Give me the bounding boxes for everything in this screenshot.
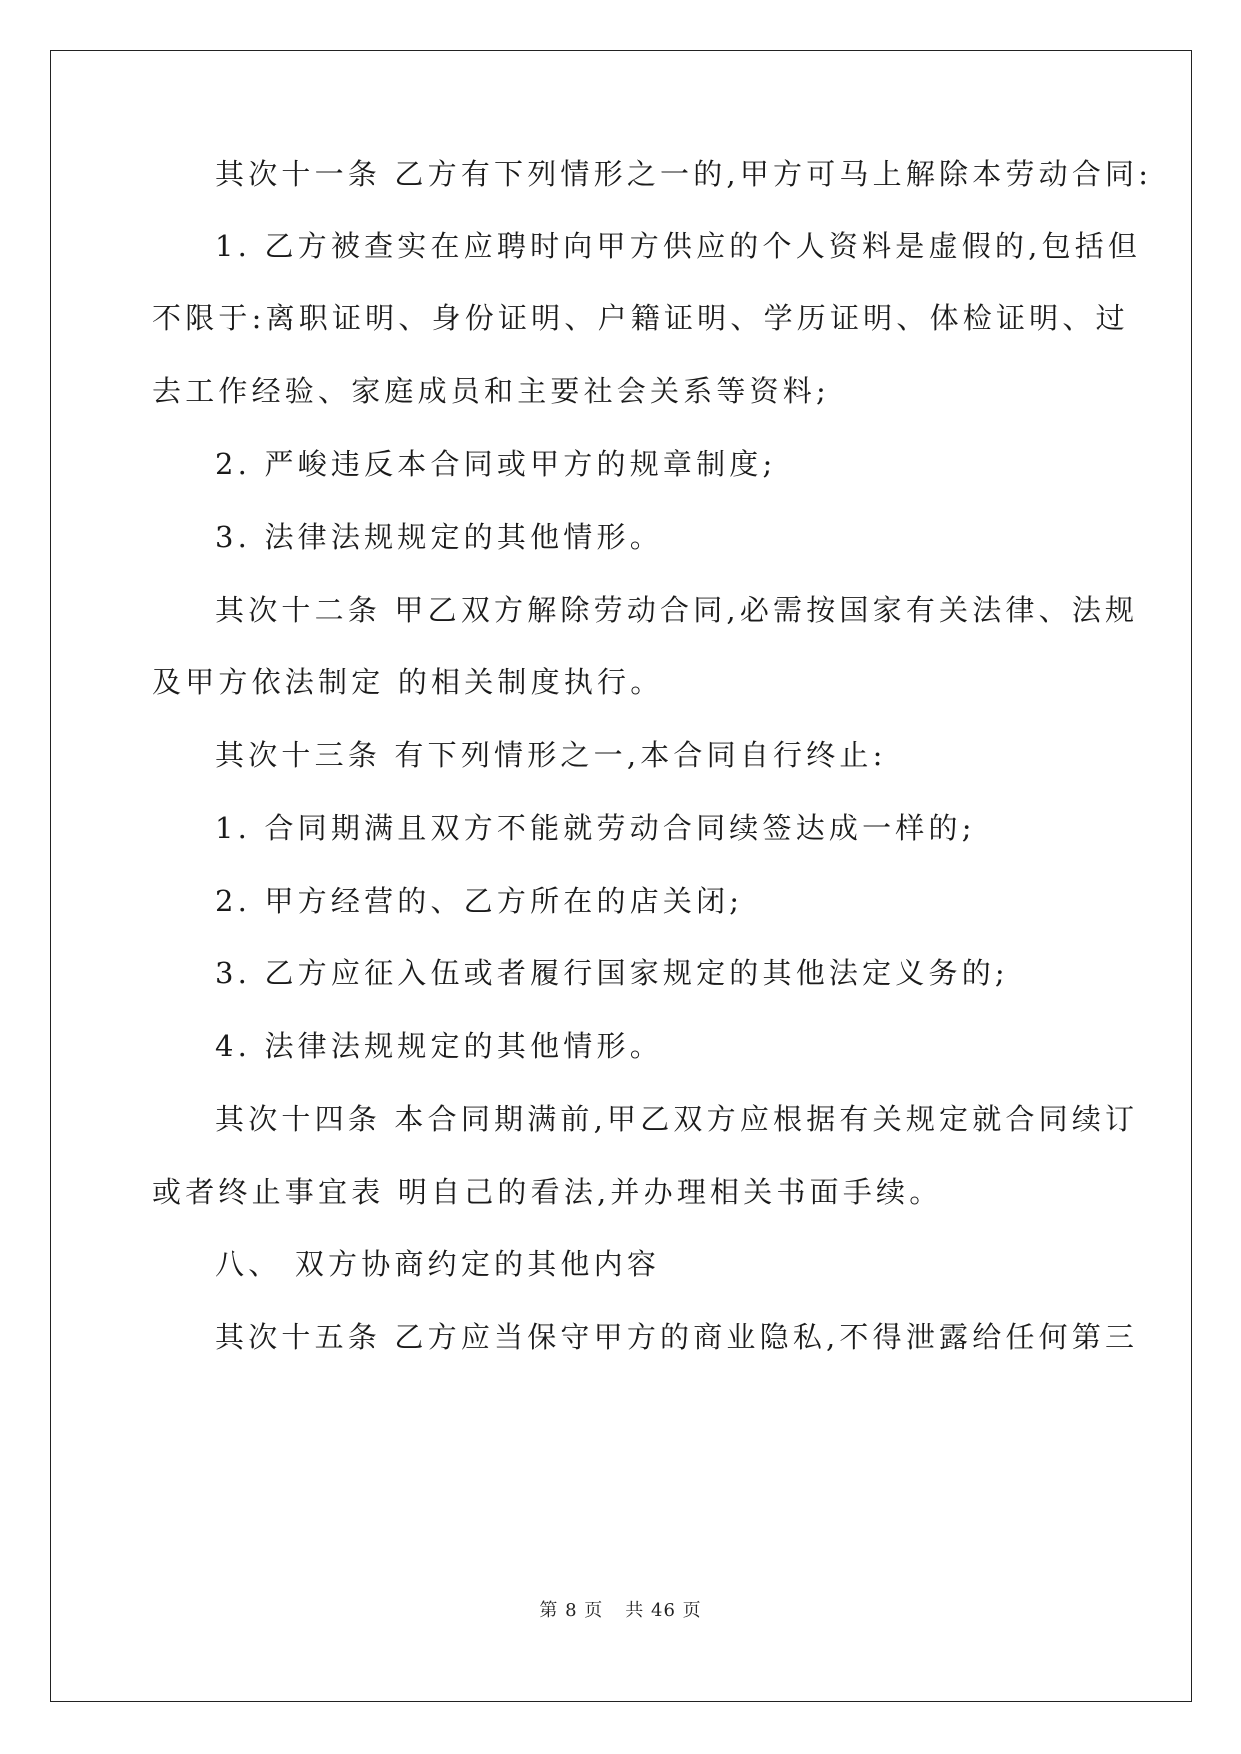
page-border xyxy=(50,50,1192,1702)
article-11-item-3: 3. 法律法规规定的其他情形。 xyxy=(215,520,663,554)
article-11-item-1-line-3: 去工作经验、家庭成员和主要社会关系等资料; xyxy=(152,374,830,408)
page-number: 第 8 页 xyxy=(539,1600,604,1621)
article-13-item-1: 1. 合同期满且双方不能就劳动合同续签达成一样的; xyxy=(215,811,976,845)
article-12-line-1: 其次十二条 甲乙双方解除劳动合同,必需按国家有关法律、法规 xyxy=(215,593,1139,627)
article-14-line-1: 其次十四条 本合同期满前,甲乙双方应根据有关规定就合同续订 xyxy=(215,1102,1139,1136)
article-11-item-2: 2. 严峻违反本合同或甲方的规章制度; xyxy=(215,447,777,481)
article-13-item-3: 3. 乙方应征入伍或者履行国家规定的其他法定义务的; xyxy=(215,956,1009,990)
article-12-line-2: 及甲方依法制定 的相关制度执行。 xyxy=(152,665,664,699)
section-8-heading: 八、 双方协商约定的其他内容 xyxy=(215,1247,661,1281)
article-13-item-2: 2. 甲方经营的、乙方所在的店关闭; xyxy=(215,884,744,918)
article-11-item-1-line-1: 1. 乙方被查实在应聘时向甲方供应的个人资料是虚假的,包括但 xyxy=(215,229,1142,263)
article-13-item-4: 4. 法律法规规定的其他情形。 xyxy=(215,1029,663,1063)
article-14-line-2: 或者终止事宜表 明自己的看法,并办理相关书面手续。 xyxy=(152,1175,943,1209)
article-11-item-1-line-2: 不限于:离职证明、身份证明、户籍证明、学历证明、体检证明、过 xyxy=(152,301,1129,335)
page-footer xyxy=(0,1596,1241,1622)
article-11-heading: 其次十一条 乙方有下列情形之一的,甲方可马上解除本劳动合同: xyxy=(215,157,1153,191)
article-15-line-1: 其次十五条 乙方应当保守甲方的商业隐私,不得泄露给任何第三 xyxy=(215,1320,1139,1354)
page-total: 共 46 页 xyxy=(625,1600,702,1621)
article-13-heading: 其次十三条 有下列情形之一,本合同自行终止: xyxy=(215,738,887,772)
